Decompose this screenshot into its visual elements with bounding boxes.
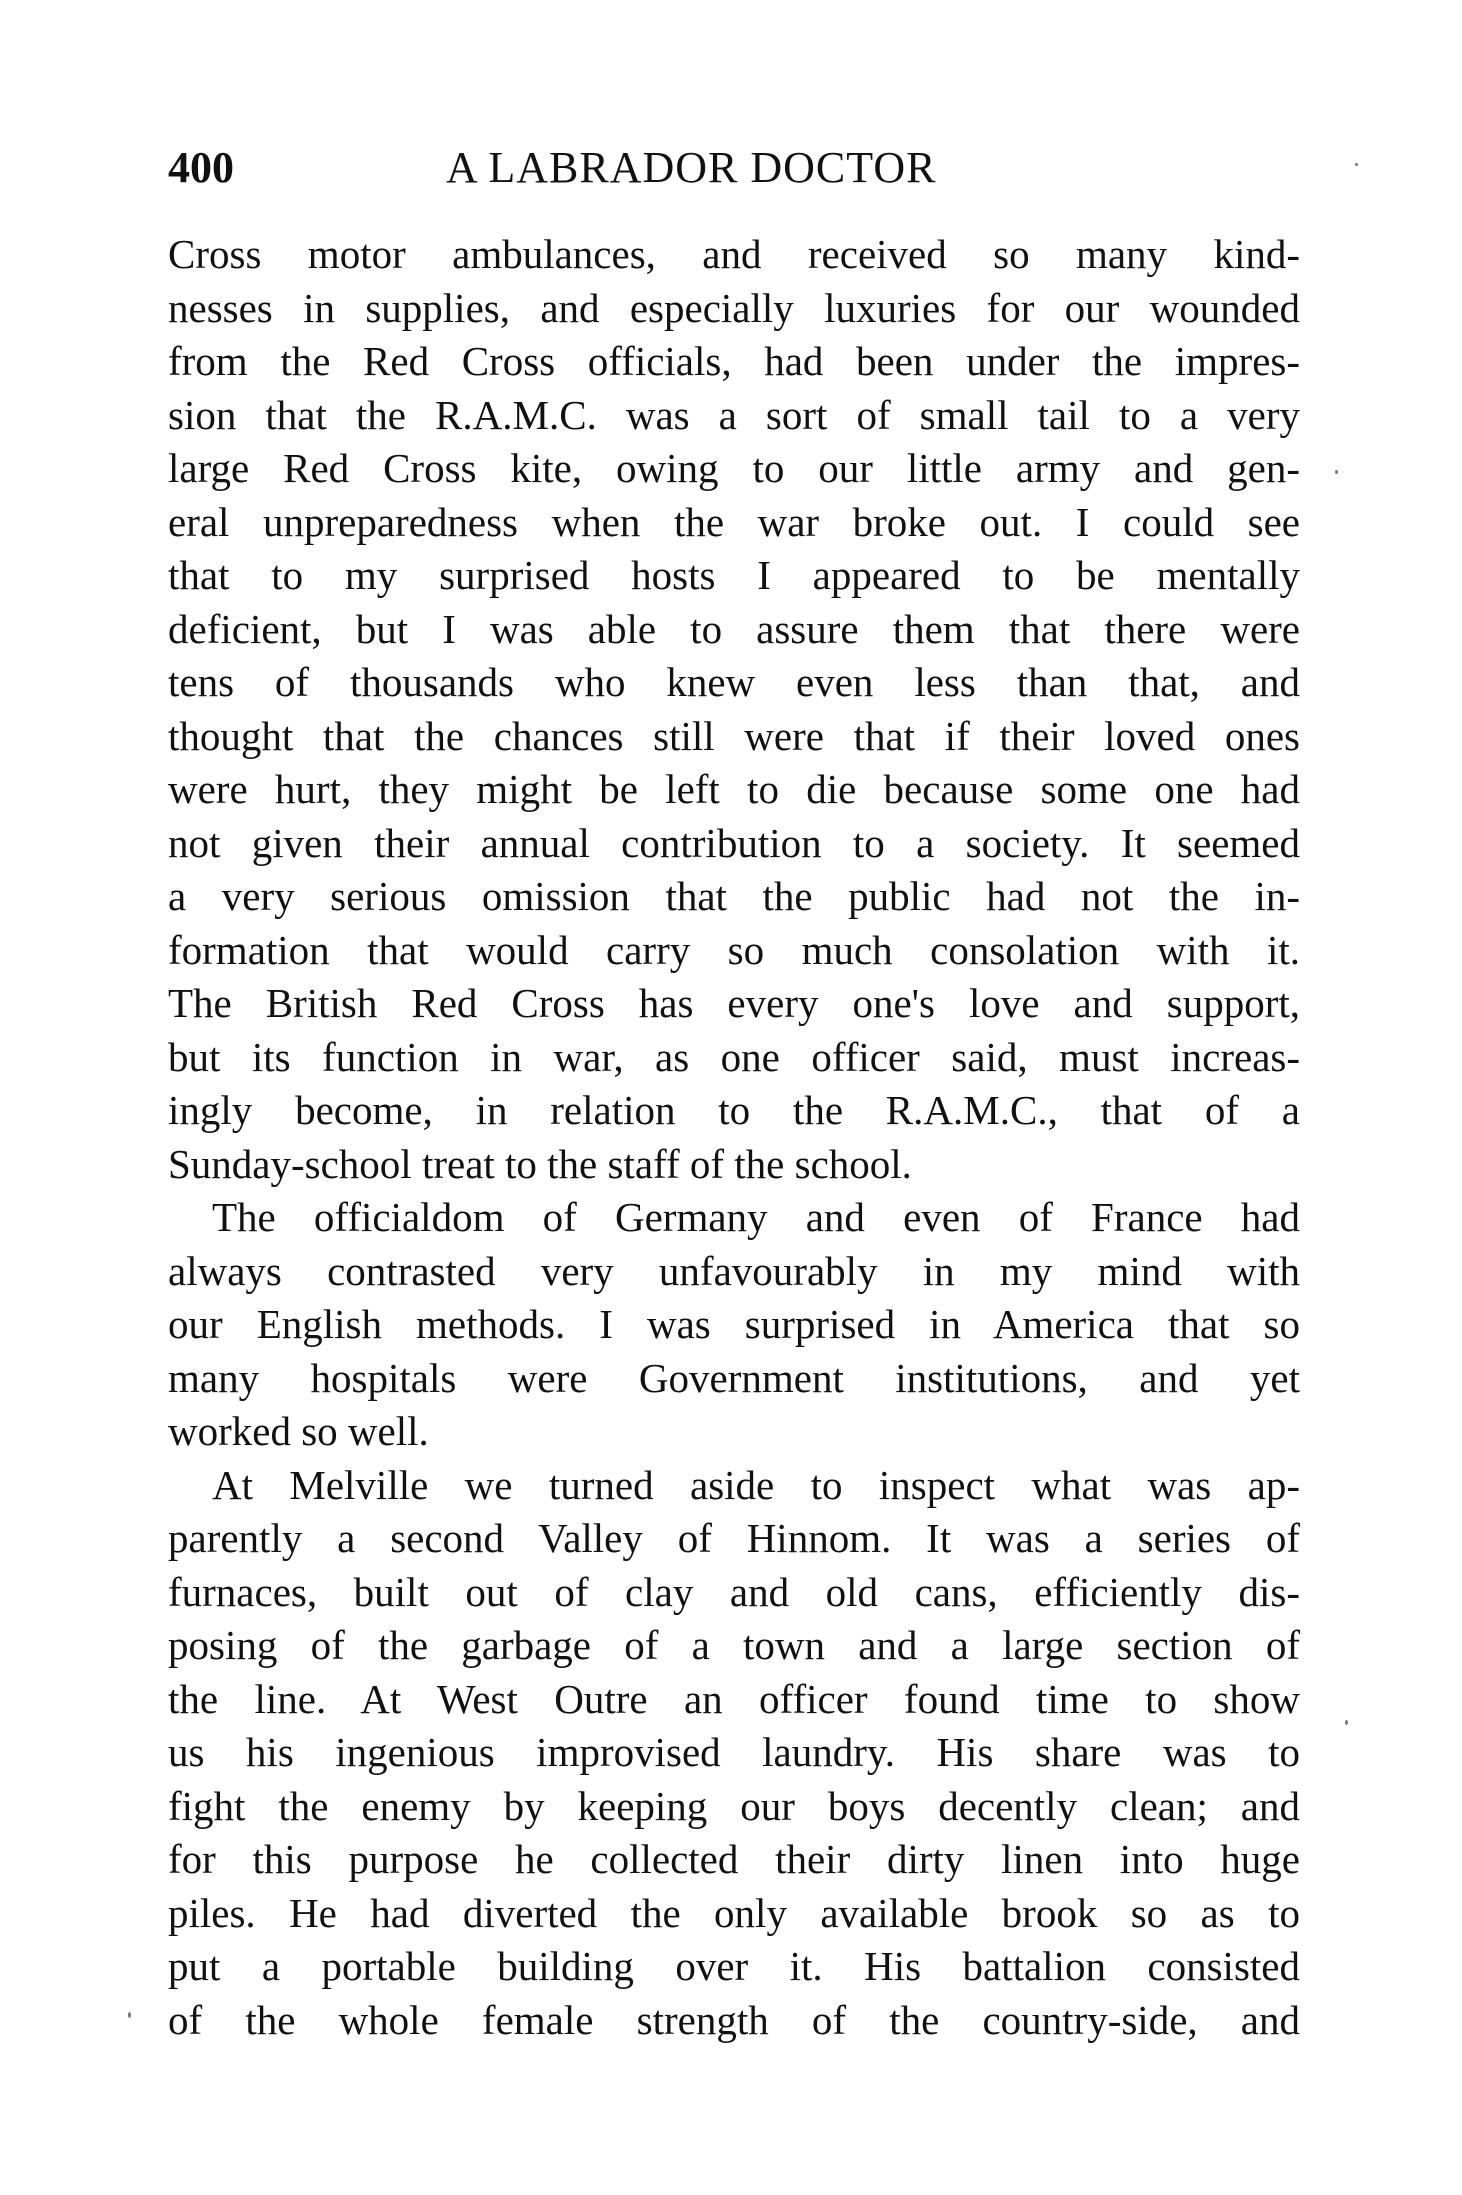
text-line: large Red Cross kite, owing to our little army and gen-	[168, 445, 1300, 491]
text-line: our English methods. I was surprised in America that so	[168, 1301, 1300, 1347]
text-line: the line. At West Outre an officer found time to show	[168, 1675, 1300, 1722]
scan-speck	[1355, 163, 1358, 166]
text-line: ingly become, in relation to the R.A.M.C., that of a	[168, 1087, 1300, 1133]
text-line: many hospitals were Government institutions, and yet	[168, 1354, 1300, 1401]
text-line: deficient, but I was able to assure them that there were	[168, 605, 1300, 652]
scan-speck	[1335, 470, 1338, 474]
text-line: Sunday-school treat to the staff of the school.	[168, 1140, 912, 1187]
text-line: The British Red Cross has every one's love and support,	[168, 980, 1300, 1026]
running-title: A LABRADOR DOCTOR	[446, 143, 937, 192]
text-line: posing of the garbage of a town and a large section of	[168, 1622, 1300, 1668]
text-line: furnaces, built out of clay and old cans, efficiently dis-	[168, 1568, 1300, 1615]
text-line: put a portable building over it. His battalion consisted	[168, 1943, 1300, 1989]
scan-speck	[128, 2012, 131, 2018]
text-line: were hurt, they might be left to die because some one had	[168, 766, 1300, 812]
text-line: worked so well.	[168, 1408, 429, 1454]
text-line: Cross motor ambulances, and received so many kind-	[168, 231, 1300, 277]
page-number: 400	[168, 143, 234, 192]
text-line: sion that the R.A.M.C. was a sort of small tail to a very	[168, 391, 1300, 438]
text-line: for this purpose he collected their dirty linen into huge	[168, 1836, 1300, 1882]
text-line: formation that would carry so much consolation with it.	[168, 926, 1300, 973]
text-line: a very serious omission that the public had not the in-	[168, 873, 1300, 919]
scan-speck	[1345, 1720, 1348, 1725]
text-line: but its function in war, as one officer said, must increas-	[168, 1033, 1300, 1080]
text-line: The officialdom of Germany and even of France had	[212, 1194, 1300, 1240]
text-line: tens of thousands who knew even less than that, and	[168, 659, 1300, 705]
text-line: parently a second Valley of Hinnom. It was a series of	[168, 1515, 1300, 1561]
text-line: from the Red Cross officials, had been under the impres-	[168, 338, 1300, 384]
text-line: always contrasted very unfavourably in my mind with	[168, 1247, 1300, 1294]
text-line: that to my surprised hosts I appeared to be mentally	[168, 552, 1300, 598]
text-line: us his ingenious improvised laundry. His share was to	[168, 1729, 1300, 1775]
text-line: thought that the chances still were that if their loved ones	[168, 712, 1300, 759]
text-line: not given their annual contribution to a society. It seemed	[168, 819, 1300, 866]
text-line: piles. He had diverted the only available brook so as to	[168, 1889, 1300, 1936]
text-line: At Melville we turned aside to inspect what was ap-	[212, 1461, 1300, 1508]
text-line: eral unpreparedness when the war broke out. I could see	[168, 498, 1300, 545]
text-line: fight the enemy by keeping our boys decently clean; and	[168, 1782, 1300, 1829]
running-head	[168, 138, 1300, 198]
body-text	[168, 228, 1300, 2047]
text-line: nesses in supplies, and especially luxuries for our wounded	[168, 284, 1300, 331]
text-line: of the whole female strength of the country-side, and	[168, 1996, 1300, 2043]
